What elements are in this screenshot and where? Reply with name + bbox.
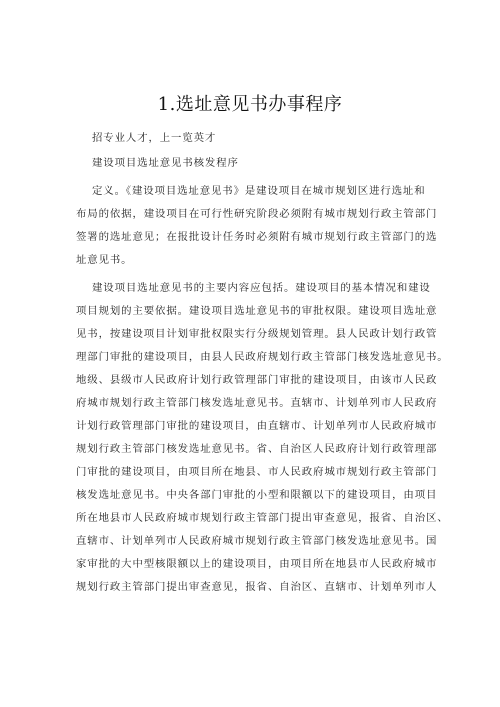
text-line: 签署的选址意见；在报批设计任务时必须附有城市规划行政主管部门的选 xyxy=(76,231,438,243)
text-line: 家审批的大中型核限额以上的建设项目，由项目所在地县市人民政府城市 xyxy=(76,558,438,570)
text-line: 定义。《建设项目选址意见书》是建设项目在城市规划区进行选址和 xyxy=(92,185,426,197)
text-line: 理部门审批的建设项目，由县人民政府规划行政主管部门核发选址意见书。 xyxy=(76,351,449,363)
page-title: 1.选址意见书办事程序 xyxy=(157,94,343,115)
text-line: 直辖市、计划单列市人民政府城市规划行政主管部门核发选址意见书。国 xyxy=(76,535,438,547)
text-line: 计划行政管理部门审批的建设项目，由直辖市、计划单列市人民政府城市 xyxy=(76,420,438,432)
text-line: 门审批的建设项目，由项目所在地县、市人民政府城市规划行政主管部门 xyxy=(76,466,438,478)
text-line: 地级、县级市人民政府计划行政管理部门审批的建设项目，由该市人民政 xyxy=(76,374,438,386)
text-line: 规划行政主管部门提出审查意见，报省、自治区、直辖市、计划单列市人 xyxy=(76,581,438,593)
text-line: 规划行政主管部门核发选址意见书。省、自治区人民政府计划行政管理部 xyxy=(76,443,438,455)
text-line: 项目规划的主要依据。建设项目选址意见书的审批权限。建设项目选址意 xyxy=(76,305,438,317)
text-line: 核发选址意见书。中央各部门审批的小型和限额以下的建设项目，由项目 xyxy=(76,489,438,501)
text-line: 建设项目选址意见书核发程序 xyxy=(92,157,239,169)
text-line: 址意见书。 xyxy=(76,254,133,266)
text-line: 布局的依据，建设项目在可行性研究阶段必须附有城市规划行政主管部门 xyxy=(76,208,438,220)
text-line: 府城市规划行政主管部门核发选址意见书。直辖市、计划单列市人民政府 xyxy=(76,397,438,409)
text-line: 建设项目选址意见书的主要内容应包括。建设项目的基本情况和建设 xyxy=(92,282,431,294)
text-line: 所在地县市人民政府城市规划行政主管部门提出审查意见，报省、自治区、 xyxy=(76,512,449,524)
text-line: 见书，按建设项目计划审批权限实行分级规划管理。县人民政计划行政管 xyxy=(76,328,438,340)
text-line: 招专业人才，上一览英才 xyxy=(92,132,217,144)
